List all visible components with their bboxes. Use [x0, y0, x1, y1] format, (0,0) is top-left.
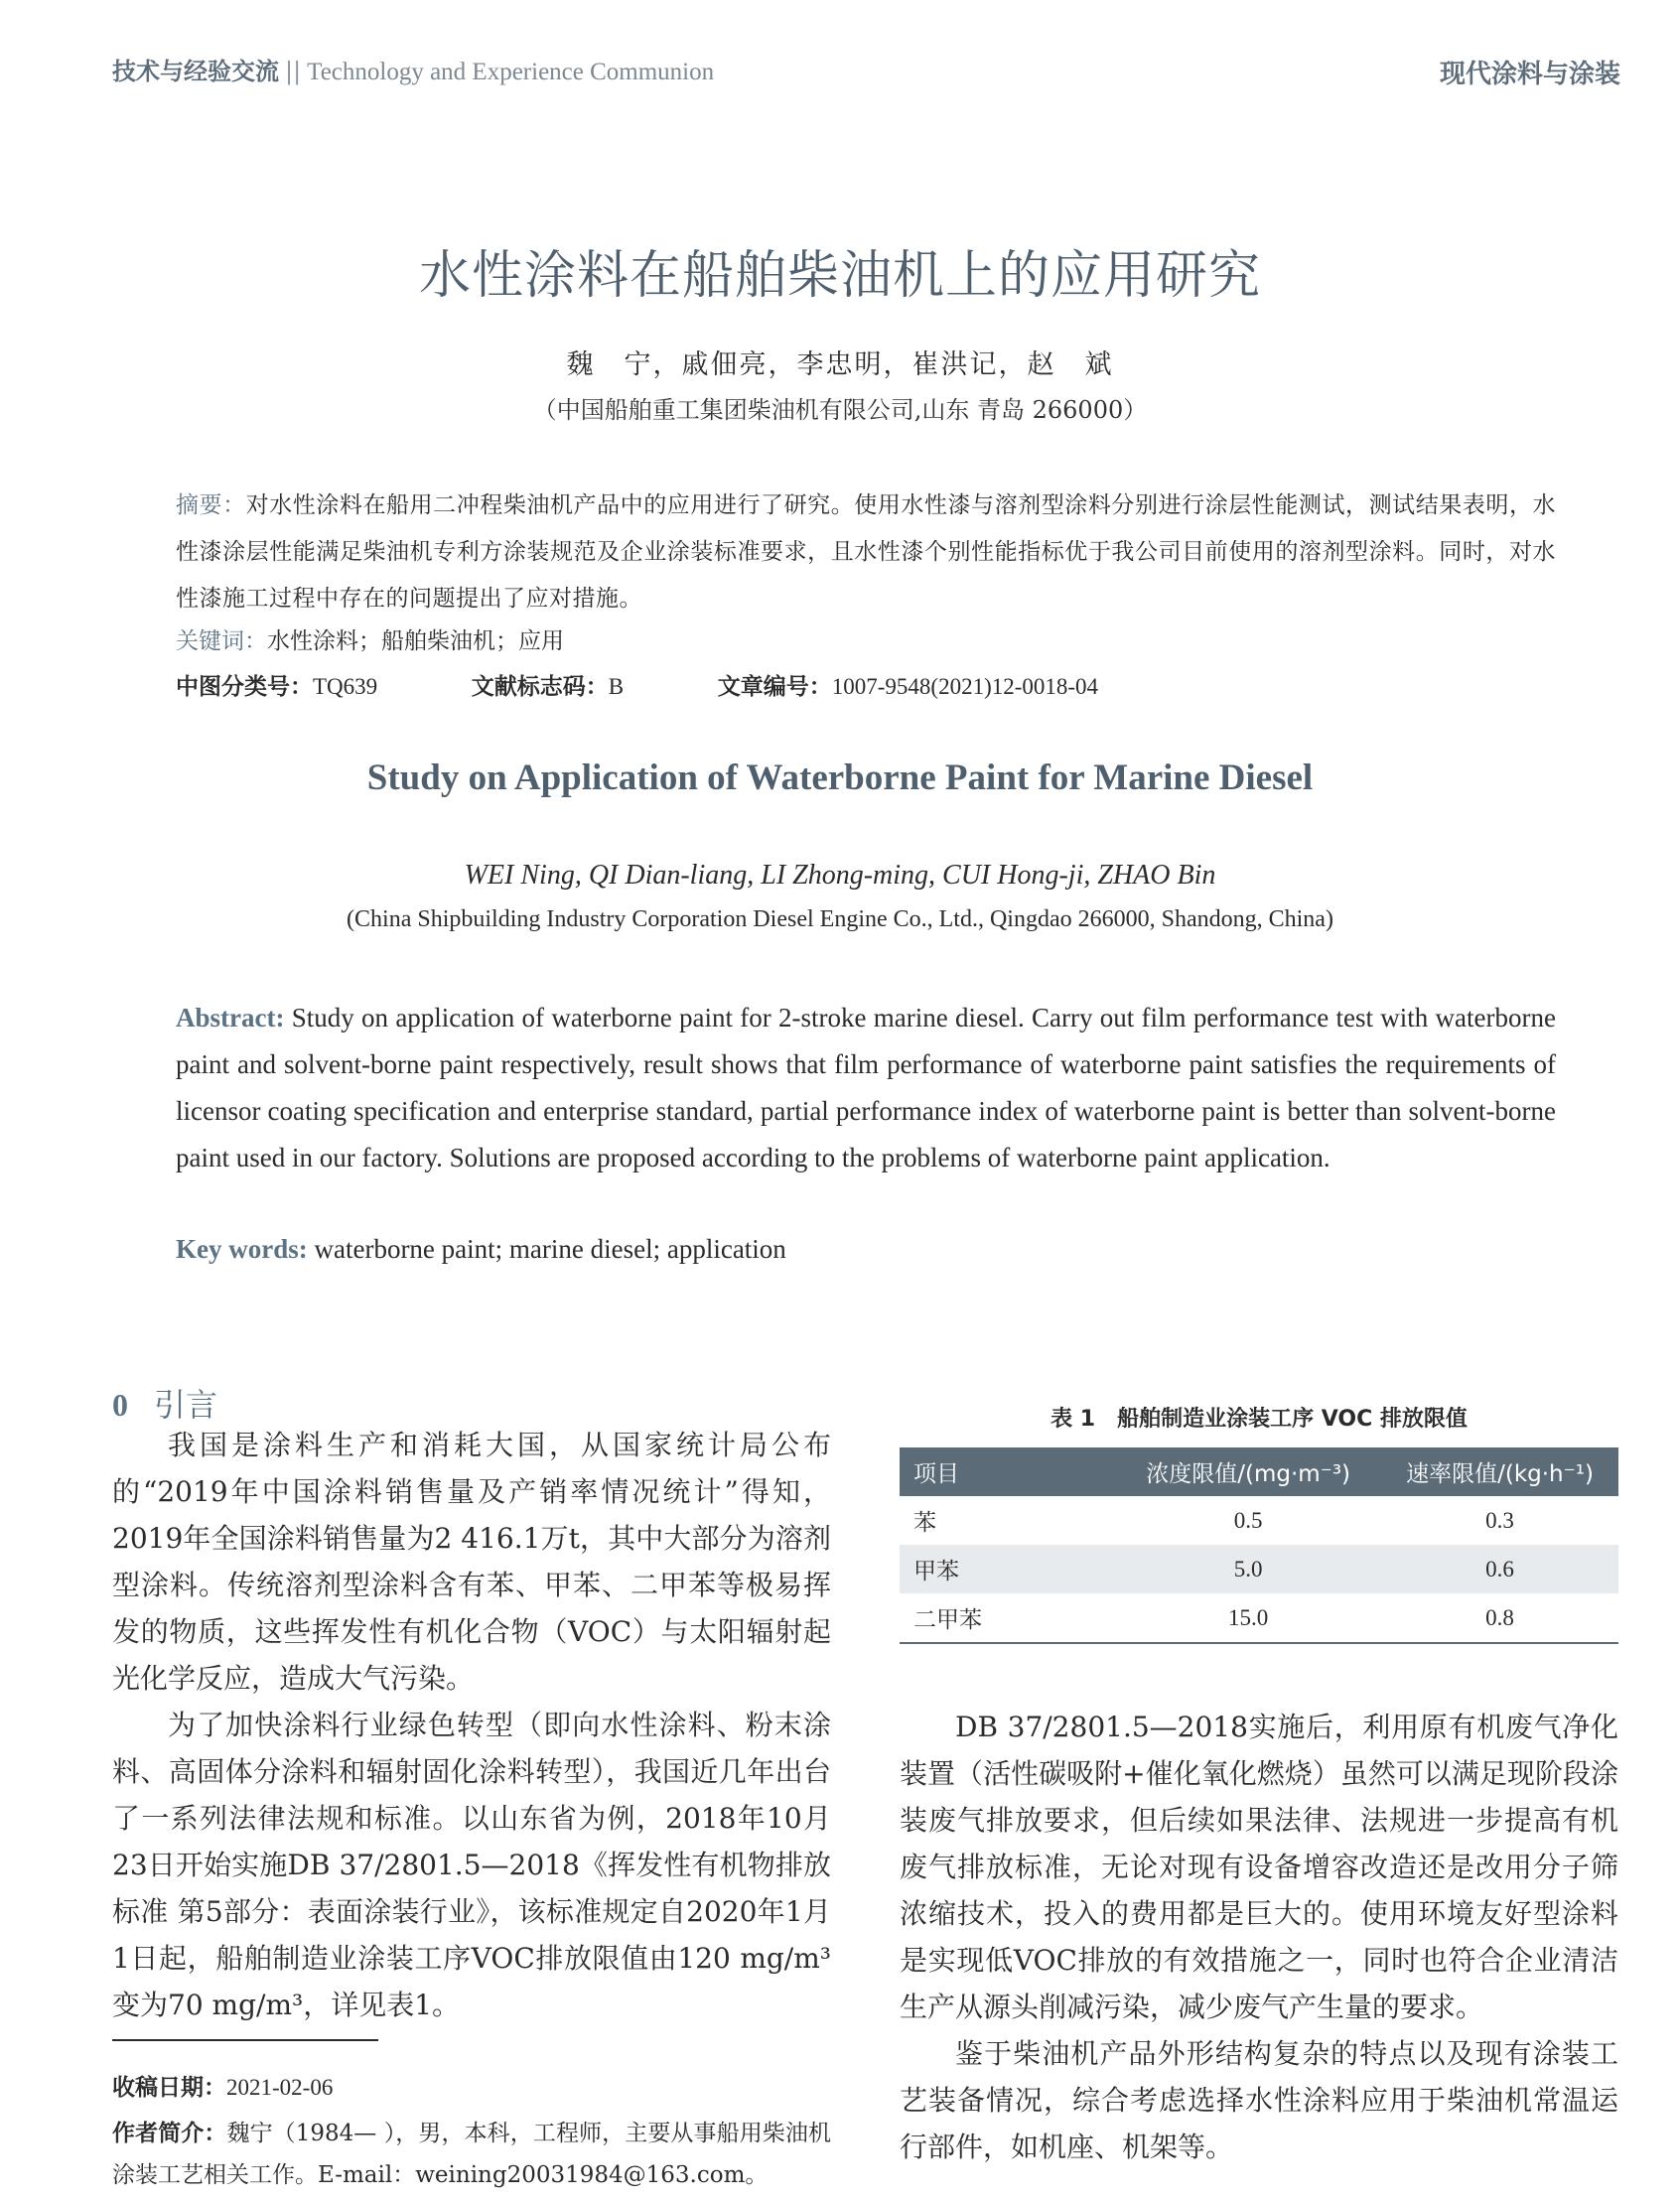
abstract-en-label: Abstract: — [176, 1003, 285, 1032]
clc-label: 中图分类号： — [176, 674, 313, 700]
title-cn: 水性涂料在船舶柴油机上的应用研究 — [418, 246, 1261, 306]
keywords-cn-text: 水性涂料；船舶柴油机；应用 — [267, 628, 564, 654]
paragraph: 我国是涂料生产和消耗大国，从国家统计局公布的“2019年中国涂料销售量及产销率情况统计”得知，2019年全国涂料销售量为2 416.1万t，其中大部分为溶剂型涂料。传统溶剂型涂料含有苯、甲苯、二甲苯等极易挥发的物质，这些挥发性有机化合物（VOC）与太阳辐射起光化学反应，造成大气污染。 — [112, 1429, 831, 1695]
keywords-en-label: Key words: — [176, 1234, 308, 1264]
table-cell: 0.6 — [1381, 1545, 1618, 1593]
table-header-cell: 项目 — [900, 1447, 1115, 1496]
abstract-cn — [176, 482, 1556, 622]
footnote-rule — [112, 2039, 378, 2041]
keywords-en — [176, 1229, 786, 1269]
journal-name: 现代涂料与涂装 — [1439, 60, 1620, 89]
table-row — [900, 1593, 1618, 1643]
table-row — [900, 1545, 1618, 1593]
table-cell: 15.0 — [1115, 1593, 1381, 1643]
table-cell: 0.8 — [1381, 1593, 1618, 1643]
table-cell: 二甲苯 — [900, 1593, 1115, 1643]
table-cell: 0.5 — [1233, 1507, 1263, 1533]
left-column-body — [112, 1422, 831, 2028]
keywords-en-text: waterborne paint; marine diesel; application — [314, 1234, 786, 1264]
authors-en: WEI Ning, QI Dian-liang, LI Zhong-ming, CUI Hong-ji, ZHAO Bin — [464, 860, 1216, 891]
section-heading — [112, 1380, 217, 1426]
table-cell: 甲苯 — [900, 1545, 1115, 1593]
received-date: 2021-02-06 — [226, 2075, 334, 2100]
table-header-cell: 浓度限值/(mg·m⁻³) — [1115, 1447, 1381, 1496]
running-header-left — [112, 52, 714, 86]
keywords-cn-label: 关键词： — [176, 628, 267, 654]
article-no-label: 文章编号： — [717, 674, 832, 700]
right-column-body — [900, 1704, 1618, 2170]
clc-value: TQ639 — [313, 674, 378, 699]
doc-code-label: 文献标志码： — [471, 674, 609, 700]
paragraph: DB 37/2801.5—2018实施后，利用原有机废气净化装置（活性碳吸附+催化氧化燃烧）虽然可以满足现阶段涂装废气排放要求，但后续如果法律、法规进一步提高有机废气排放标准，无论对现有设备增容改造还是改用分子筛浓缩技术，投入的费用都是巨大的。使用环境友好型涂料是实现低VOC排放的有效措施之一，同时也符合企业清洁生产从源头削减污染，减少废气产生量的要求。 — [900, 1711, 1618, 2023]
header-separator: || — [285, 58, 302, 85]
table-cell: 苯 — [913, 1510, 936, 1536]
footnote-author — [112, 2113, 831, 2196]
received-label: 收稿日期： — [112, 2075, 226, 2101]
keywords-cn — [176, 621, 564, 661]
table-row — [900, 1496, 1618, 1545]
paragraph: 为了加快涂料行业绿色转型（即向水性涂料、粉末涂料、高固体分涂料和辐射固化涂料转型），我国近几年出台了一系列法律法规和标准。以山东省为例，2018年10月23日开始实施DB 37/2801.5—2018《挥发性有机物排放标准 第5部分：表面涂装行业》，该标准规定自2020年1月1日起，船舶制造业涂装工序VOC排放限值由120 mg/m³变为70 mg/m³，详见表1。 — [112, 1709, 831, 2021]
abstract-en-text: Study on application of waterborne paint for 2-stroke marine diesel. Carry out film performance test with waterborne paint and solvent-borne paint respectively, result shows that film performance of waterborne paint satisfies the requirements of licensor coating specification and enterprise standard, partial performance index of waterborne paint is better than solvent-borne paint used in our factory. Solutions are proposed according to the problems of waterborne paint application. — [176, 1003, 1556, 1172]
doc-code-value: B — [608, 674, 625, 699]
table-header-cell: 速率限值/(kg·h⁻¹) — [1381, 1447, 1618, 1496]
table-cell: 0.3 — [1485, 1507, 1514, 1533]
column-name-cn: 技术与经验交流 — [112, 58, 279, 85]
abstract-cn-text: 对水性涂料在船用二冲程柴油机产品中的应用进行了研究。使用水性漆与溶剂型涂料分别进行涂层性能测试，测试结果表明，水性漆涂层性能满足柴油机专利方涂装规范及企业涂装标准要求，且水性漆个别性能指标优于我公司目前使用的溶剂型涂料。同时，对水性漆施工过程中存在的问题提出了应对措施。 — [176, 492, 1557, 612]
section-number: 0 — [112, 1387, 128, 1423]
affiliation-cn: （中国船舶重工集团柴油机有限公司,山东 青岛 266000） — [532, 396, 1148, 424]
author-bio-label: 作者简介： — [112, 2121, 227, 2146]
classification-line — [176, 667, 1098, 707]
abstract-en — [176, 995, 1556, 1181]
table-caption: 表 1 船舶制造业涂装工序 VOC 排放限值 — [1050, 1407, 1468, 1432]
article-no-value: 1007-9548(2021)12-0018-04 — [831, 674, 1099, 699]
table-header-row — [900, 1447, 1618, 1496]
authors-cn: 魏 宁，戚佃亮，李忠明，崔洪记，赵 斌 — [566, 349, 1114, 380]
paragraph: 鉴于柴油机产品外形结构复杂的特点以及现有涂装工艺装备情况，综合考虑选择水性涂料应用于柴油机常温运行部件，如机座、机架等。 — [900, 2037, 1618, 2163]
table-cell: 5.0 — [1115, 1545, 1381, 1593]
affiliation-en: (China Shipbuilding Industry Corporation Diesel Engine Co., Ltd., Qingdao 266000, Shandong, China) — [347, 906, 1333, 932]
abstract-cn-label: 摘要： — [176, 492, 246, 518]
footnote-received — [112, 2068, 333, 2108]
column-name-en: Technology and Experience Communion — [307, 59, 715, 85]
section-title: 引言 — [154, 1386, 218, 1424]
title-en: Study on Application of Waterborne Paint for Marine Diesel — [366, 757, 1314, 798]
author-bio-text: 魏宁（1984— ），男，本科，工程师，主要从事船用柴油机涂装工艺相关工作。E-mail：weining20031984@163.com。 — [112, 2121, 831, 2188]
voc-limit-table — [900, 1447, 1618, 1644]
